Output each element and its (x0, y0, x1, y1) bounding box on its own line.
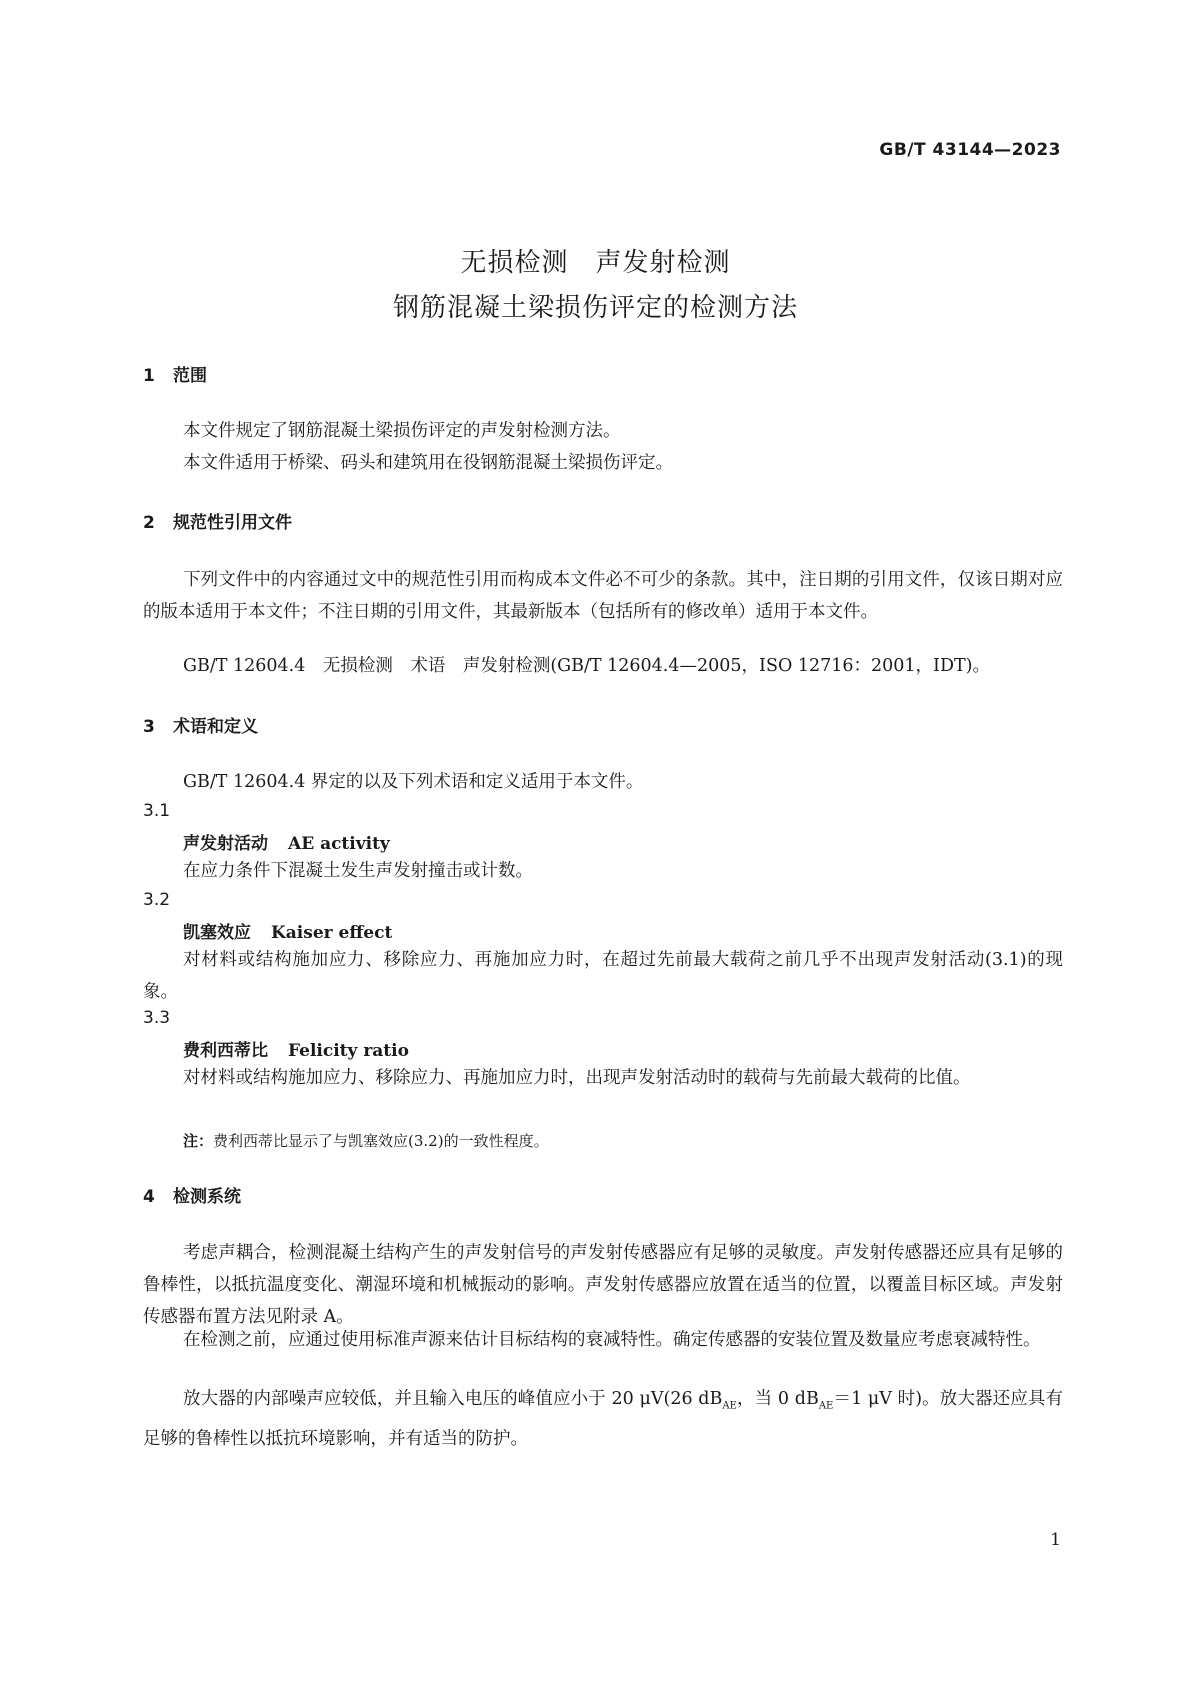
term-number: 3.1 (143, 801, 171, 821)
subscript: AE (722, 1400, 737, 1412)
section-title: 规范性引用文件 (173, 513, 292, 533)
term-number: 3.2 (143, 890, 171, 910)
section-number: 2 (143, 513, 155, 533)
term-number: 3.3 (143, 1008, 171, 1028)
section-4-heading (143, 1182, 241, 1207)
term-en: Kaiser effect (271, 923, 393, 943)
s2-reference: GB/T 12604.4 无损检测 术语 声发射检测(GB/T 12604.4—2005，ISO 12716：2001，IDT)。 (183, 656, 990, 676)
section-2-heading (143, 508, 292, 533)
title-line-1: 无损检测 声发射检测 (460, 248, 731, 278)
s3-intro: GB/T 12604.4 界定的以及下列术语和定义适用于本文件。 (183, 772, 644, 792)
term-definition: 对材料或结构施加应力、移除应力、再施加应力时，出现声发射活动时的载荷与先前最大载荷的比值。 (183, 1068, 971, 1088)
term-en: AE activity (288, 834, 390, 854)
page-number: 1 (1050, 1530, 1061, 1550)
s4-paragraph-1: 考虑声耦合，检测混凝土结构产生的声发射信号的声发射传感器应有足够的灵敏度。声发射传感器还应具有足够的鲁棒性，以抵抗温度变化、潮湿环境和机械振动的影响。声发射传感器应放置在适当的位置，以覆盖目标区域。声发射传感器布置方法见附录 A。 (143, 1243, 1063, 1327)
term-zh: 凯塞效应 (183, 923, 251, 943)
term-zh: 声发射活动 (183, 834, 268, 854)
text-run: ＝1 μV 时)。放大器还应具有足够的鲁棒性以抵抗环境影响，并有适当的防护。 (143, 1389, 1063, 1449)
s4-paragraph-3 (143, 1383, 1063, 1455)
s1-paragraph-1: 本文件规定了钢筋混凝土梁损伤评定的声发射检测方法。 (183, 421, 621, 441)
text-run: ，当 0 dB (736, 1389, 819, 1409)
term-heading (183, 829, 390, 854)
title-line-2: 钢筋混凝土梁损伤评定的检测方法 (392, 293, 798, 323)
s4-paragraph-2: 在检测之前，应通过使用标准声源来估计目标结构的衰减特性。确定传感器的安装位置及数量应考虑衰减特性。 (183, 1330, 1041, 1350)
note (183, 1130, 549, 1151)
s1-paragraph-2: 本文件适用于桥梁、码头和建筑用在役钢筋混凝土梁损伤评定。 (183, 453, 673, 473)
section-number: 3 (143, 717, 155, 737)
subscript: AE (818, 1400, 834, 1412)
note-text: 费利西蒂比显示了与凯塞效应(3.2)的一致性程度。 (213, 1132, 549, 1150)
term-zh: 费利西蒂比 (183, 1041, 268, 1061)
s2-paragraph-1: 下列文件中的内容通过文中的规范性引用而构成本文件必不可少的条款。其中，注日期的引用文件，仅该日期对应的版本适用于本文件；不注日期的引用文件，其最新版本（包括所有的修改单）适用于本文件。 (143, 570, 1063, 622)
term-definition: 在应力条件下混凝土发生声发射撞击或计数。 (183, 861, 533, 881)
text-run: 放大器的内部噪声应较低，并且输入电压的峰值应小于 20 μV(26 dB (183, 1389, 723, 1409)
section-title: 范围 (173, 366, 207, 386)
section-1-heading (143, 361, 207, 386)
note-label: 注： (183, 1132, 214, 1150)
section-number: 1 (143, 366, 155, 386)
term-en: Felicity ratio (288, 1041, 409, 1061)
section-title: 检测系统 (173, 1187, 241, 1207)
term-heading (183, 918, 392, 943)
term-heading (183, 1036, 409, 1061)
section-3-heading (143, 712, 258, 737)
term-definition: 对材料或结构施加应力、移除应力、再施加应力时，在超过先前最大载荷之前几乎不出现声发射活动(3.1)的现象。 (143, 950, 1063, 1002)
section-number: 4 (143, 1187, 155, 1207)
standard-code: GB/T 43144—2023 (879, 140, 1061, 160)
section-title: 术语和定义 (173, 717, 258, 737)
